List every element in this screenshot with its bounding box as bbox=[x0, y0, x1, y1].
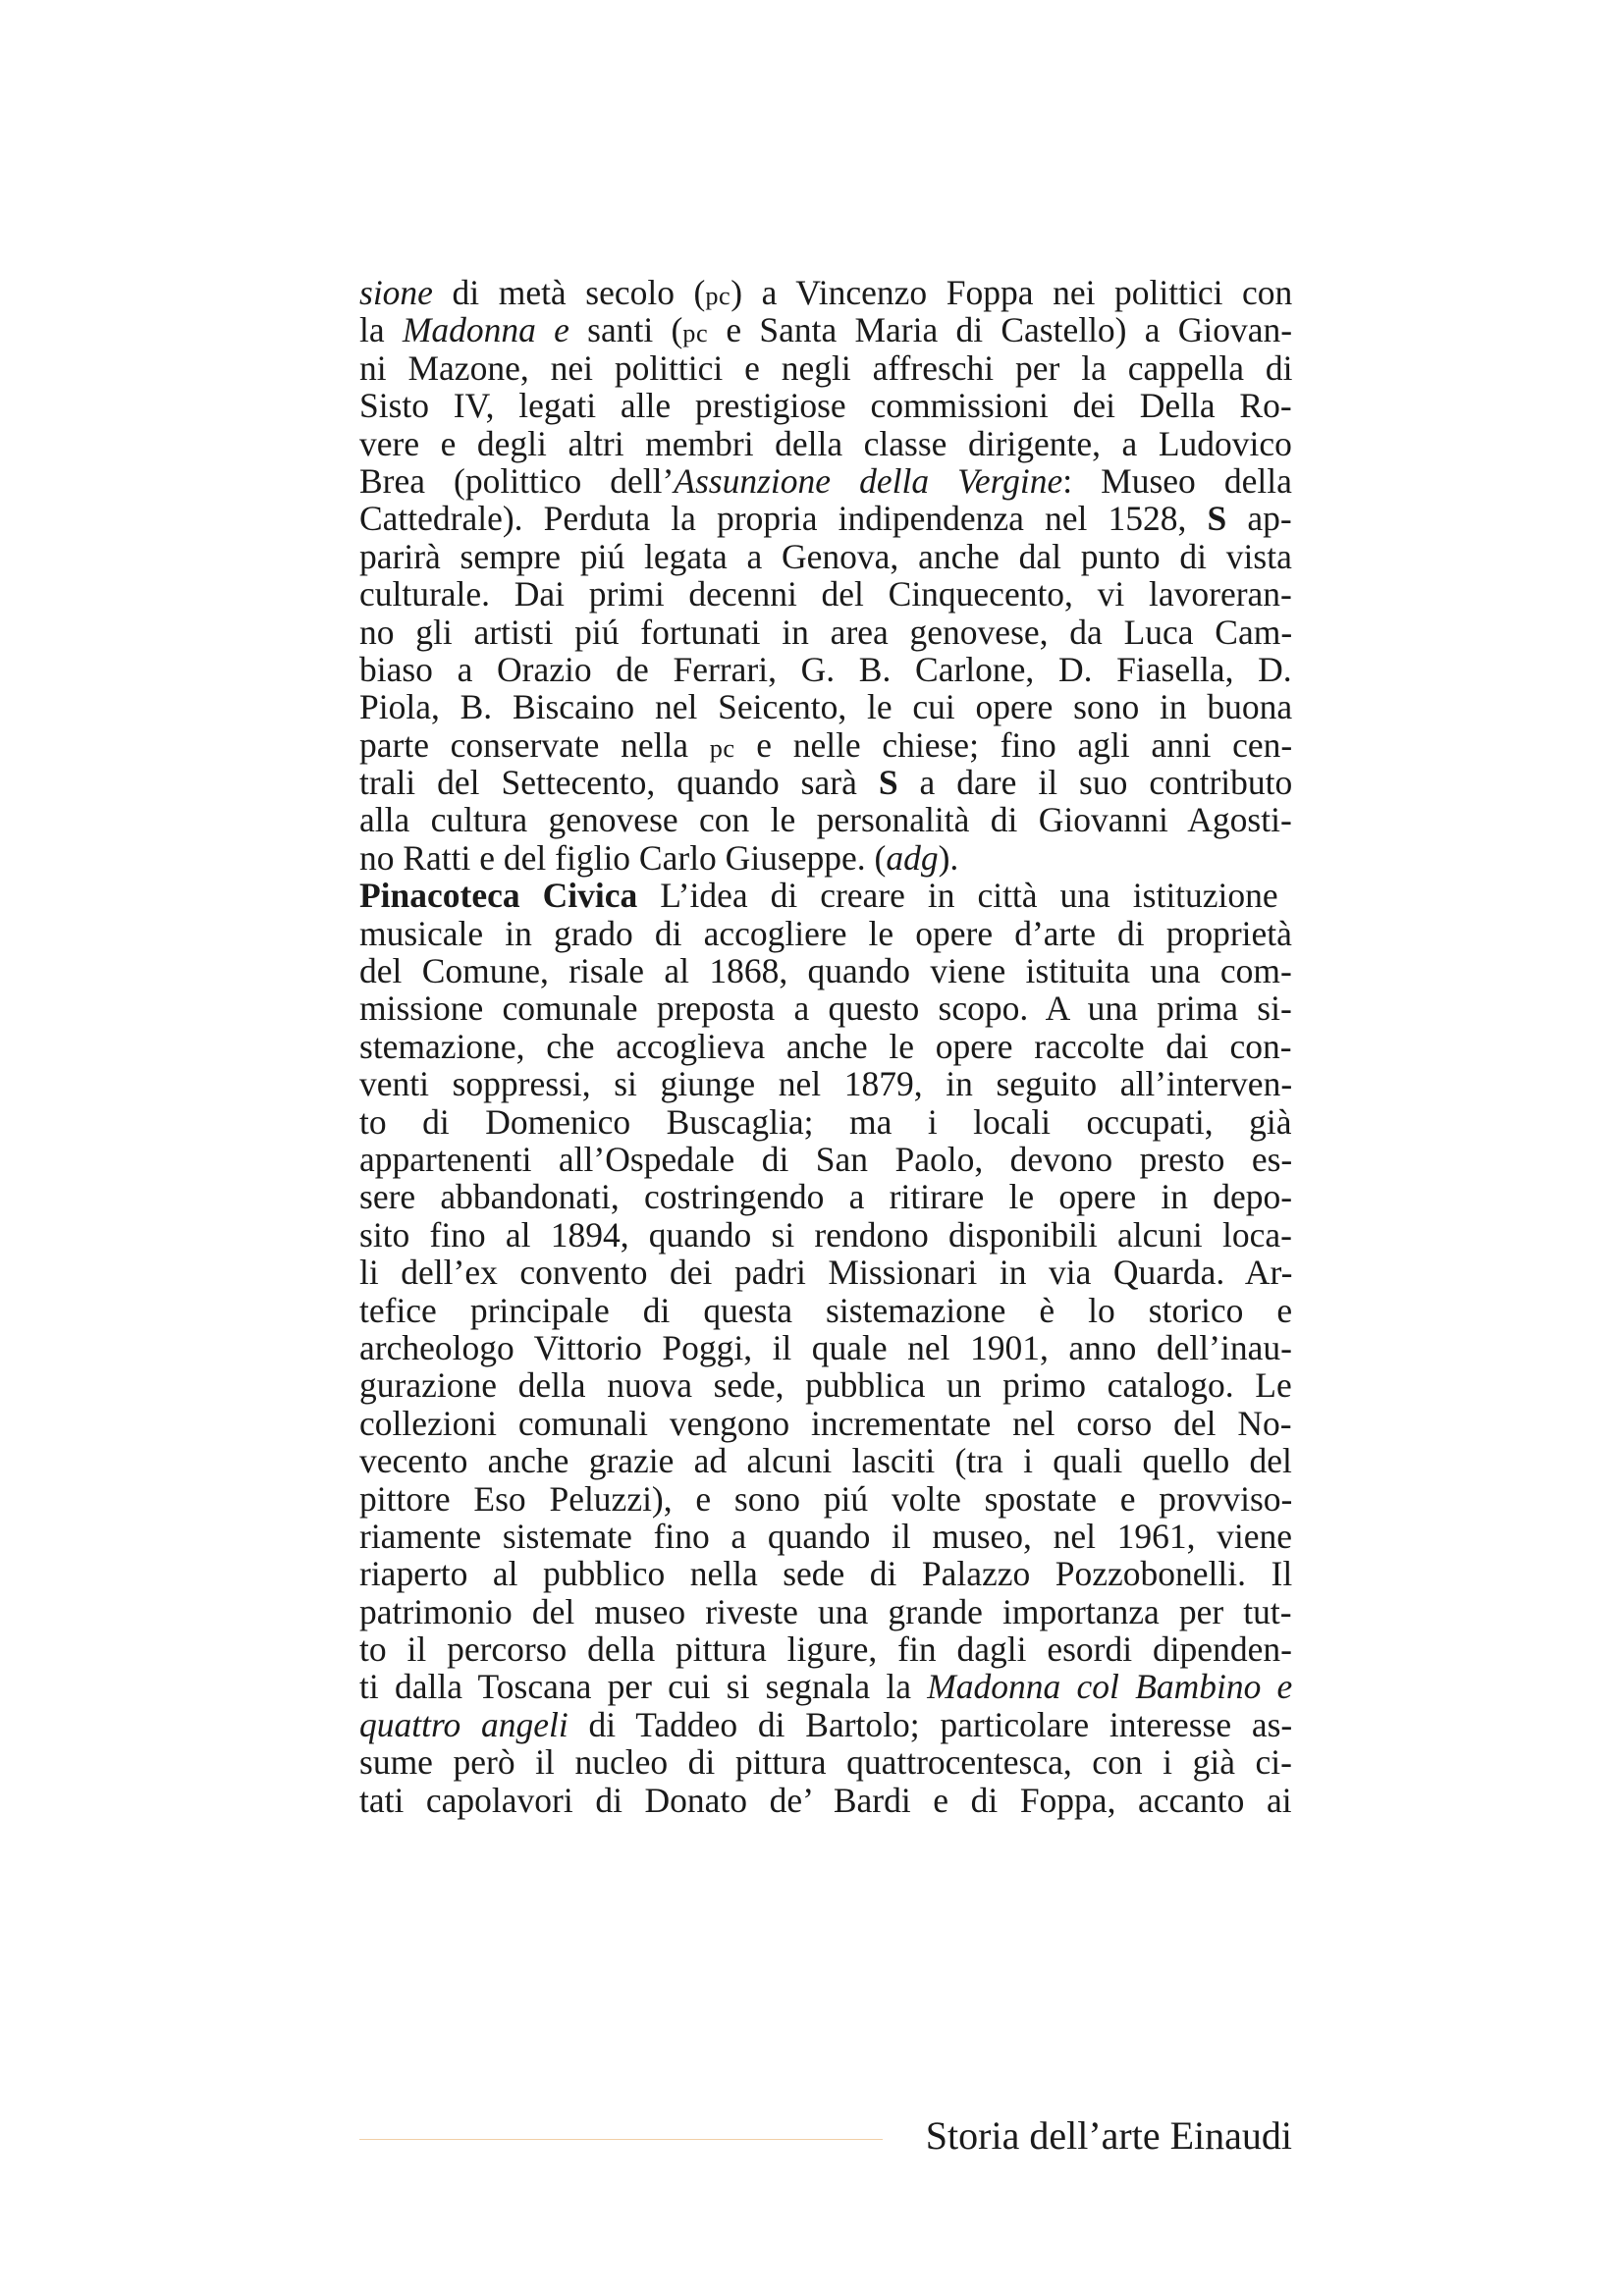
body-text bbox=[359, 274, 1292, 1819]
text-line bbox=[359, 764, 1292, 801]
italic-run: adg bbox=[886, 837, 939, 878]
text-run: pittore Eso Peluzzi), e sono piú volte spostate e provviso- bbox=[359, 1478, 1293, 1519]
text-run: venti soppressi, si giunge nel 1879, in seguito all’interven- bbox=[359, 1064, 1293, 1104]
text-line bbox=[359, 1065, 1292, 1102]
text-line bbox=[359, 311, 1292, 348]
text-line bbox=[359, 349, 1292, 387]
text-line bbox=[359, 1630, 1292, 1668]
text-line bbox=[359, 1366, 1292, 1404]
text-run: no Ratti e del figlio Carlo Giuseppe. ( bbox=[359, 837, 887, 878]
text-line bbox=[359, 1329, 1292, 1366]
text-line bbox=[359, 1442, 1292, 1479]
text-run: sere abbandonati, costringendo a ritirare le opere in depo- bbox=[359, 1177, 1293, 1217]
text-run: sume però il nucleo di pittura quattrocentesca, con i già ci- bbox=[359, 1742, 1292, 1783]
text-line bbox=[359, 1518, 1292, 1555]
text-line bbox=[359, 1706, 1292, 1743]
text-line bbox=[359, 1480, 1292, 1518]
smallcaps-run: pc bbox=[709, 733, 735, 763]
text-line bbox=[359, 989, 1292, 1027]
text-line bbox=[359, 1103, 1292, 1141]
text-run: to il percorso della pittura ligure, fin dagli esordi dipenden- bbox=[359, 1629, 1292, 1670]
text-run: vecento anche grazie ad alcuni lasciti (tra i quali quello del bbox=[359, 1441, 1292, 1481]
italic-run: sione bbox=[359, 273, 433, 312]
text-run: tati capolavori di Donato de’ Bardi e di Foppa, accanto ai bbox=[359, 1780, 1292, 1820]
text-run: to di Domenico Buscaglia; ma i locali occupati, già bbox=[359, 1101, 1292, 1142]
text-run: patrimonio del museo riveste una grande importanza per tut- bbox=[359, 1591, 1292, 1631]
bold-run: S bbox=[878, 763, 898, 803]
text-run: musicale in grado di accogliere le opere d’arte di proprietà bbox=[359, 913, 1292, 953]
text-line bbox=[359, 1254, 1292, 1291]
text-run: appartenenti all’Ospedale di San Paolo, devono presto es- bbox=[359, 1139, 1293, 1179]
text-run: trali del Settecento, quando sarà bbox=[359, 763, 879, 803]
text-run: riaperto al pubblico nella sede di Palazzo Pozzobonelli. Il bbox=[359, 1554, 1293, 1594]
text-run: di metà secolo ( bbox=[432, 273, 706, 312]
text-line bbox=[359, 1593, 1292, 1630]
text-run: : Museo della bbox=[1062, 460, 1292, 501]
text-line bbox=[359, 877, 1292, 914]
text-run: Sisto IV, legati alle prestigiose commissioni dei Della Ro- bbox=[359, 386, 1292, 426]
text-run: parte conservate nella bbox=[359, 724, 710, 765]
text-line bbox=[359, 1141, 1292, 1178]
footer-rule bbox=[359, 2139, 883, 2140]
bold-run: S bbox=[1207, 499, 1227, 539]
text-run: Cattedrale). Perduta la propria indipendenza nel 1528, bbox=[359, 499, 1208, 539]
text-run: ni Mazone, nei polittici e negli affreschi per la cappella di bbox=[359, 347, 1293, 388]
text-line bbox=[359, 274, 1292, 311]
text-line bbox=[359, 651, 1292, 688]
italic-run: quattro angeli bbox=[359, 1704, 568, 1744]
text-run: a dare il suo contributo bbox=[897, 763, 1293, 803]
italic-run: Madonna col Bambino e bbox=[927, 1667, 1293, 1707]
text-line bbox=[359, 538, 1292, 575]
text-line bbox=[359, 1743, 1292, 1781]
footer-title: Storia dell’arte Einaudi bbox=[925, 2113, 1292, 2158]
text-line bbox=[359, 952, 1292, 989]
text-run: archeologo Vittorio Poggi, il quale nel 1901, anno dell’inau- bbox=[359, 1327, 1292, 1367]
text-run: no gli artisti piú fortunati in area genovese, da Luca Cam- bbox=[359, 612, 1293, 652]
text-run: ). bbox=[938, 837, 959, 878]
text-run: e nelle chiese; fino agli anni cen- bbox=[734, 724, 1293, 765]
text-line bbox=[359, 425, 1292, 462]
text-line bbox=[359, 614, 1292, 651]
text-line bbox=[359, 1668, 1292, 1705]
text-line bbox=[359, 1292, 1292, 1329]
smallcaps-run: pc bbox=[682, 319, 709, 348]
text-run: ap- bbox=[1226, 499, 1292, 539]
text-run: biaso a Orazio de Ferrari, G. B. Carlone, D. Fiasella, D. bbox=[359, 649, 1292, 689]
text-run: tefice principale di questa sistemazione è lo storico e bbox=[359, 1290, 1293, 1330]
text-run: collezioni comunali vengono incrementate nel corso del No- bbox=[359, 1403, 1292, 1443]
text-run: Piola, B. Biscaino nel Seicento, le cui opere sono in buona bbox=[359, 687, 1293, 727]
italic-run: Madonna e bbox=[402, 310, 569, 350]
text-run: alla cultura genovese con le personalità di Giovanni Agosti- bbox=[359, 800, 1292, 840]
text-run: parirà sempre piú legata a Genova, anche dal punto di vista bbox=[359, 536, 1292, 576]
text-line bbox=[359, 1782, 1292, 1819]
text-run: sito fino al 1894, quando si rendono disponibili alcuni loca- bbox=[359, 1214, 1292, 1255]
text-run: culturale. Dai primi decenni del Cinquecento, vi lavoreran- bbox=[359, 574, 1292, 614]
text-line bbox=[359, 1028, 1292, 1065]
text-run: Brea (polittico dell’ bbox=[359, 460, 675, 501]
text-line bbox=[359, 462, 1292, 500]
text-line bbox=[359, 575, 1292, 613]
text-run: di Taddeo di Bartolo; particolare interesse as- bbox=[568, 1704, 1293, 1744]
text-run: stemazione, che accoglieva anche le opere raccolte dai con- bbox=[359, 1026, 1292, 1066]
text-run: del Comune, risale al 1868, quando viene istituita una com- bbox=[359, 951, 1292, 991]
text-run: vere e degli altri membri della classe dirigente, a Ludovico bbox=[359, 423, 1292, 463]
text-run: ) a Vincenzo Foppa nei polittici con bbox=[730, 273, 1293, 312]
bold-run: Pinacoteca Civica bbox=[359, 876, 638, 916]
text-line bbox=[359, 688, 1292, 725]
text-line bbox=[359, 801, 1292, 838]
text-line bbox=[359, 1405, 1292, 1442]
text-run: li dell’ex convento dei padri Missionari in via Quarda. Ar- bbox=[359, 1253, 1293, 1293]
italic-run: Assunzione della Vergine bbox=[674, 460, 1063, 501]
text-line bbox=[359, 1216, 1292, 1254]
text-run: e Santa Maria di Castello) a Giovan- bbox=[708, 310, 1293, 350]
text-line bbox=[359, 726, 1292, 764]
text-run: gurazione della nuova sede, pubblica un primo catalogo. Le bbox=[359, 1365, 1292, 1406]
text-run: L’idea di creare in città una istituzione bbox=[637, 876, 1278, 916]
text-run: missione comunale preposta a questo scopo. A una prima si- bbox=[359, 988, 1292, 1029]
text-line bbox=[359, 1555, 1292, 1592]
text-run: la bbox=[359, 310, 403, 350]
text-run: ti dalla Toscana per cui si segnala la bbox=[359, 1667, 928, 1707]
text-line bbox=[359, 387, 1292, 424]
text-line bbox=[359, 1178, 1292, 1215]
text-line bbox=[359, 500, 1292, 537]
text-run: santi ( bbox=[568, 310, 683, 350]
text-line bbox=[359, 839, 1292, 877]
smallcaps-run: pc bbox=[705, 282, 731, 310]
text-line bbox=[359, 915, 1292, 952]
text-run: riamente sistemate fino a quando il museo, nel 1961, viene bbox=[359, 1516, 1293, 1556]
